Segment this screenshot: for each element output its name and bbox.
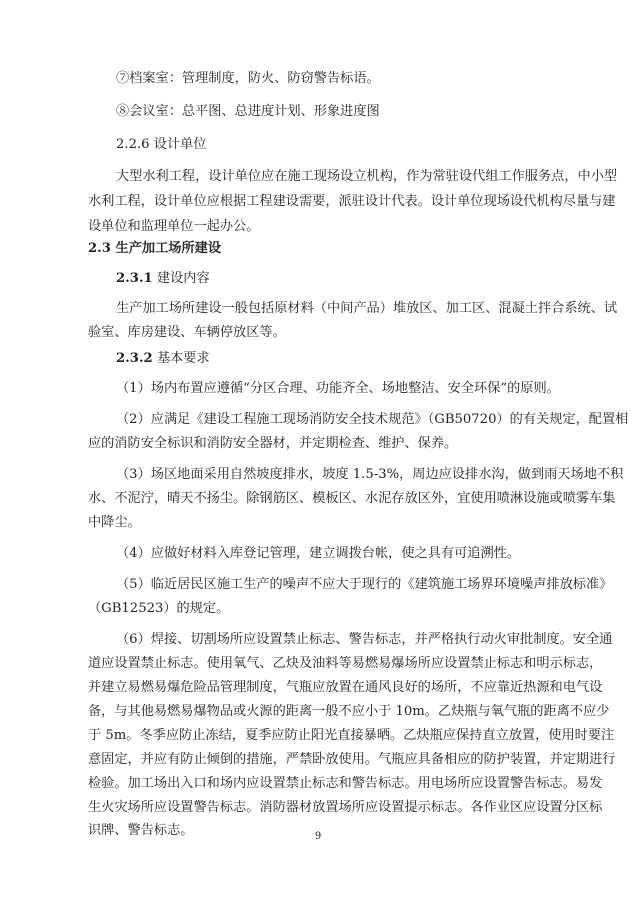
section-2-2-6-heading: 2.2.6 设计单位 xyxy=(116,137,207,152)
design-unit-paragraph-line-3: 设单位和监理单位一起办公。 xyxy=(88,219,260,234)
requirement-6-line-1: （6）焊接、切割场所应设置禁止标志、警告标志，并严格执行动火审批制度。安全通 xyxy=(116,632,613,647)
requirement-3-line-1: （3）场区地面采用自然坡度排水，坡度 1.5-3%，周边应设排水沟，做到雨天场地不积 xyxy=(116,467,624,482)
requirement-3-line-2: 水、不泥泞，晴天不扬尘。除钢筋区、模板区、水泥存放区外，宜使用喷淋设施或喷雾车集 xyxy=(88,491,616,506)
section-2-3-2-number: 2.3.2 xyxy=(116,351,153,366)
section-2-3-2-title: 基本要求 xyxy=(156,351,210,366)
requirement-6-line-9: 识牌、警告标志。 xyxy=(88,823,194,838)
requirement-6-line-6: 意固定，并应有防止倾倒的措施，严禁卧放使用。气瓶应具备相应的防护装置，并定期进行 xyxy=(88,752,616,767)
requirement-6-line-2: 道应设置禁止标志。使用氧气、乙炔及油料等易燃易爆场所应设置禁止标志和明示标志， xyxy=(88,656,603,671)
section-2-3-1-title: 建设内容 xyxy=(156,271,210,286)
requirement-1: （1）场内布置应遵循“分区合理、功能齐全、场地整洁、安全环保”的原则。 xyxy=(116,381,560,396)
construction-content-line-2: 验室、库房建设、车辆停放区等。 xyxy=(88,325,286,340)
requirement-6-line-7: 检验。加工场出入口和场内应设置禁止标志和警告标志。用电场所应设置警告标志。易发 xyxy=(88,776,603,791)
requirement-4: （4）应做好材料入库登记管理，建立调拨台帐，使之具有可追溯性。 xyxy=(116,546,521,561)
archive-room-item: ⑦档案室：管理制度，防火、防窃警告标语。 xyxy=(116,71,380,86)
requirement-5-line-1: （5）临近居民区施工生产的噪声不应大于现行的《建筑施工场界环境噪声排放标准》 xyxy=(116,577,613,592)
section-2-3-1-number: 2.3.1 xyxy=(116,271,153,286)
requirement-2-line-2: 应的消防安全标识和消防安全器材，并定期检查、维护、保养。 xyxy=(88,436,458,451)
design-unit-paragraph-line-2: 水利工程，设计单位应根据工程建设需要，派驻设计代表。设计单位现场设代机构尽量与建 xyxy=(88,194,616,209)
design-unit-paragraph-line-1: 大型水利工程，设计单位应在施工现场设立机构，作为常驻设代组工作服务点，中小型 xyxy=(116,169,618,184)
section-2-3-2-heading xyxy=(116,350,210,368)
requirement-5-line-2: （GB12523）的规定。 xyxy=(88,601,230,616)
requirement-6-line-5: 于 5m。冬季应防止冻结，夏季应防止阳光直接暴晒。乙炔瓶应保持直立放置，使用时要注 xyxy=(88,728,615,743)
page-number: 9 xyxy=(314,831,322,842)
requirement-3-line-3: 中降尘。 xyxy=(88,515,141,530)
requirement-2-line-1: （2）应满足《建设工程施工现场消防安全技术规范》（GB50720）的有关规定，配置相 xyxy=(116,412,629,427)
requirement-6-line-3: 并建立易燃易爆危险品管理制度，气瓶应放置在通风良好的场所，不应靠近热源和电气设 xyxy=(88,680,603,695)
section-2-3-1-heading xyxy=(116,270,210,288)
meeting-room-item: ⑧会议室：总平图、总进度计划、形象进度图 xyxy=(116,104,380,119)
section-2-3-heading: 2.3 生产加工场所建设 xyxy=(88,241,222,256)
requirement-6-line-8: 生火灾场所应设置警告标志。消防器材放置场所应设置提示标志。各作业区应设置分区标 xyxy=(88,800,603,815)
requirement-6-line-4: 备，与其他易燃易爆物品或火源的距离一般不应小于 10m。乙炔瓶与氧气瓶的距离不应少 xyxy=(88,704,610,719)
construction-content-line-1: 生产加工场所建设一般包括原材料（中间产品）堆放区、加工区、混凝土拌合系统、试 xyxy=(116,301,618,316)
